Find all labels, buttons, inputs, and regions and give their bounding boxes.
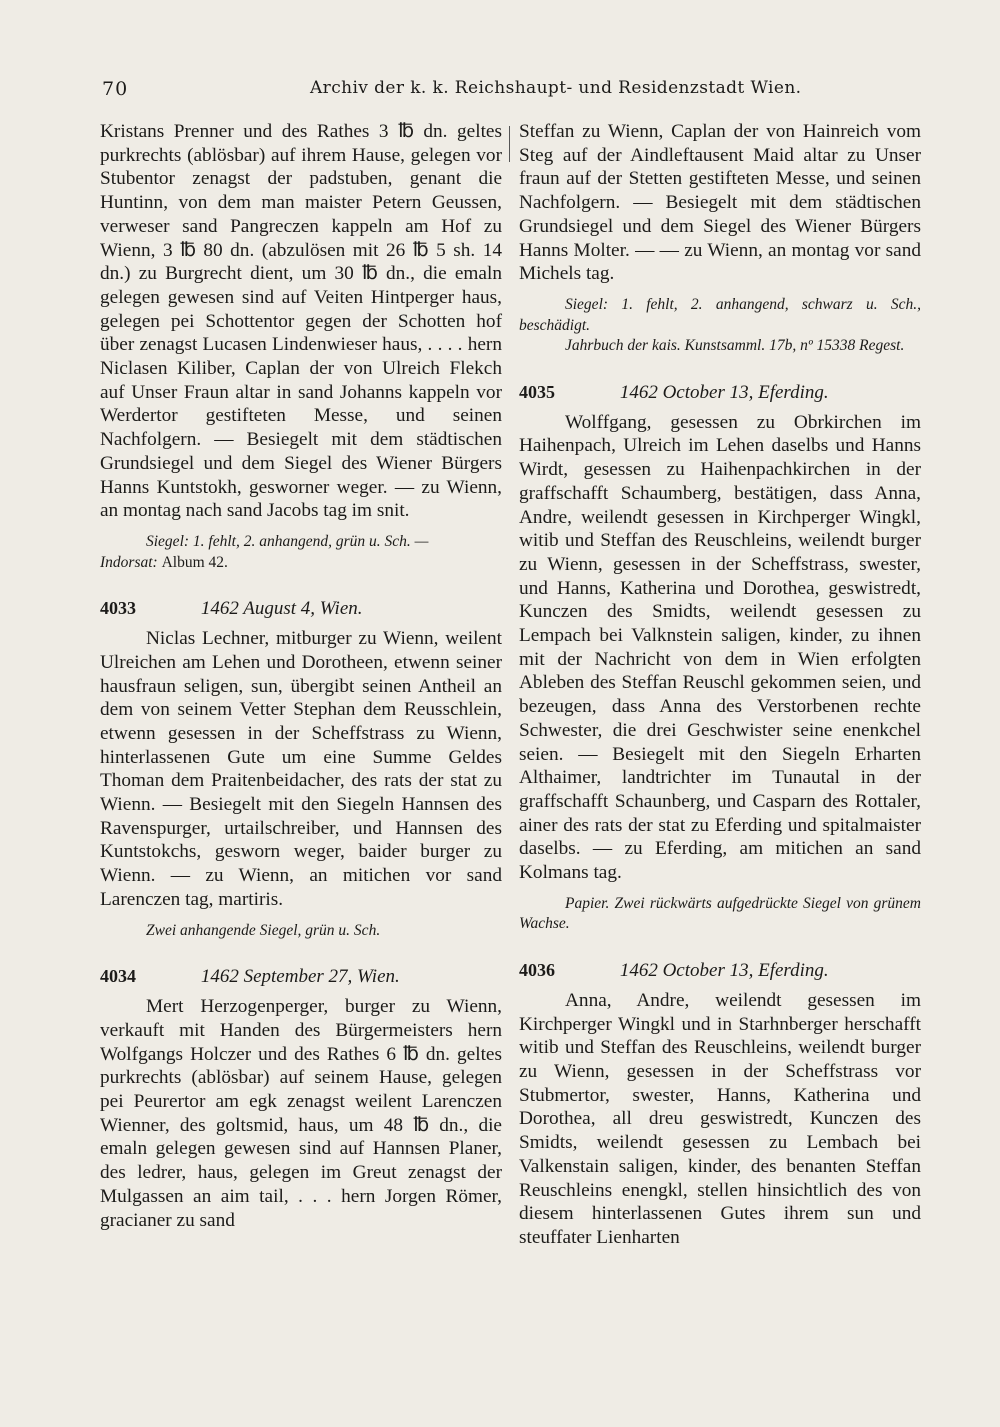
entry-text-4033: Niclas Lechner, mitburger zu Wienn, weilent Ulreichen am Lehen und Dorotheen, etwenn seiner hausfraun seligen, sun, übergibt seinen Antheil an dem von seinem Vetter Stephan dem Reusschlein, etwenn gesessen in der Scheffstrass zu Wienn, hinterlassenen Gute um eine Summe Geldes Thoman dem Praitenbeidacher, des rats der stat zu Wienn. — Besiegelt mit den Siegeln Hannsen des Ravenspurger, urtailschreiber, und Hannsen des Kuntstokchs, gesworn weger, baider burger zu Wienn. — zu Wienn, an mitichen vor sand Larenczen tag, martiris.	[100, 628, 502, 910]
page-number: 70	[102, 78, 129, 100]
entry-date: 1462 August 4, Wien.	[200, 598, 363, 620]
page-header	[102, 78, 920, 102]
running-title: Archiv der k. k. Reichshaupt- und Residenzstadt Wien.	[310, 78, 802, 98]
entry-heading-4035	[519, 381, 921, 407]
entry-text-4036: Anna, Andre, weilendt gesessen im Kirchperger Wingkl und in Starhnberger herschafft witib und Steffan des Reuschleins, weilendt burger zu Wienn, gesessen in der Scheffstrass vor Stubmertor, swester, Hanns, Katherina und Dorothea, all dreu geswistredt, Kunczen des Smidts, weilendt gesessen zu Lembach bei Valkenstain saligen, kinder, des benanten Steffan Reuschleins enengkl, stellen hinsichtlich des von diesem hinterlassenen Gutes ihrem sun und steuffater Lienharten	[519, 989, 921, 1248]
endorsement-text: Album 42.	[161, 553, 228, 571]
seal-note: Siegel: 1. fehlt, 2. anhangend, grün u. Sch. —	[146, 532, 429, 550]
right-column	[519, 120, 921, 1250]
entry-heading-4034	[100, 965, 502, 991]
reference-note: Jahrbuch der kais. Kunstsamml. 17b, nº 15338 Regest.	[565, 337, 905, 355]
entry-date: 1462 October 13, Eferding.	[619, 381, 829, 403]
entry-number: 4035	[519, 381, 555, 402]
endorsement-note	[100, 553, 502, 574]
seal-note: Siegel: 1. fehlt, 2. anhangend, schwarz u. Sch., beschädigt.	[519, 295, 921, 334]
entry-number: 4034	[100, 966, 136, 987]
entry-heading-4033	[100, 597, 502, 623]
entry-note-4035: Papier. Zwei rückwärts aufgedrückte Siegel von grünem Wachse.	[519, 894, 921, 933]
entry-note-4033: Zwei anhangende Siegel, grün u. Sch.	[146, 921, 381, 939]
entry-text-4035: Wolffgang, gesessen zu Obrkirchen im Haihenpach, Ulreich im Lehen daselbs und Hanns Wirdt, gesessen zu Haihenpachkirchen in der graffschafft Schaumberg, bestätigen, dass Anna, Andre, weilendt gesessen in Kirchperger Wingkl, witib und Steffan des Reuschleins, weilendt burger zu Wienn, gesessen in der Scheffstrass, swester, und Hanns, Katherina und Dorothea, geswistredt, Kunczen des Smidts, weilendt gesessen zu Lempach bei Valknstein saligen, kinder, zu ihnen mit der Nachricht von dem in Wien erfolgten Ableben des Steffan Reuschl gekommen seien, und bezeugen, dass Anna des Verstorbenen rechte Schwester, die drei Geschwister seine enenkchel seien. — Besiegelt mit den Siegeln Erharten Althaimer, landtrichter im Tunautal in der graffschafft Schaunberg, und Casparn des Rottaler, ainer des rats der stat zu Eferding und spitalmaister daselbs. — zu Eferding, am mitichen an sand Kolmans tag.	[519, 411, 921, 884]
entry-number: 4033	[100, 598, 136, 619]
entry-text-4034: Mert Herzogenperger, burger zu Wienn, verkauft mit Handen des Bürgermeisters hern Wolfgangs Holczer und des Rathes 6 ℔ dn. geltes purkrechts (ablösbar) auf seinem Hause, gelegen pei Peurertor am egk zenagst weilent Larenczen Wienner, des goltsmid, haus, um 48 ℔ dn., die emaln gelegen gewesen sind auf Hannsen Planer, des ledrer, haus, gelegen im Greut zenagst der Mulgassen an aim tail, . . . hern Jorgen Römer, gracianer zu sand	[100, 996, 502, 1231]
entry-number: 4036	[519, 959, 555, 980]
continued-entry-text: Kristans Prenner und des Rathes 3 ℔ dn. geltes purkrechts (ablösbar) auf ihrem Hause, gelegen vor Stubentor zenagst der padstuben, genant die Huntinn, von dem man maister Petern Geussen, verweser sand Pangreczen kappeln am Hof zu Wienn, 3 ℔ 80 dn. (abzulösen mit 26 ℔ 5 sh. 14 dn.) zu Burgrecht dient, um 30 ℔ dn., die emaln gelegen gewesen sind auf Veiten Hintperger haus, gelegen pei Schottentor gegen der Schotten hof über zenagst Lucasen Lindenwieser haus, . . . . hern Niclasen Kiliber, Caplan der von Ulreich Flekch auf Unser Fraun altar in sand Johanns kappeln vor Werdertor gestifteten Messe, und seinen Nachfolgern. — Besiegelt mit dem städtischen Grundsiegel und dem Siegel des Wiener Bürgers Hanns Kuntstokh, gesworner weger. — zu Wienn, an montag nach sand Jacobs tag im snit.	[100, 121, 502, 522]
column-divider	[509, 126, 510, 162]
entry-date: 1462 September 27, Wien.	[200, 966, 400, 988]
endorsement-label: Indorsat:	[100, 553, 158, 571]
left-column	[100, 120, 502, 1232]
continued-entry-text: Steffan zu Wienn, Caplan der von Hainreich vom Steg auf der Aindleftausent Maid altar zu Unser fraun auf der Stetten gestifteten Messe, und seinen Nachfolgern. — Besiegelt mit dem städtischen Grundsiegel und dem Siegel des Wiener Bürgers Hanns Molter. — — zu Wienn, an montag vor sand Michels tag.	[519, 121, 921, 285]
entry-date: 1462 October 13, Eferding.	[619, 959, 829, 981]
entry-heading-4036	[519, 959, 921, 985]
